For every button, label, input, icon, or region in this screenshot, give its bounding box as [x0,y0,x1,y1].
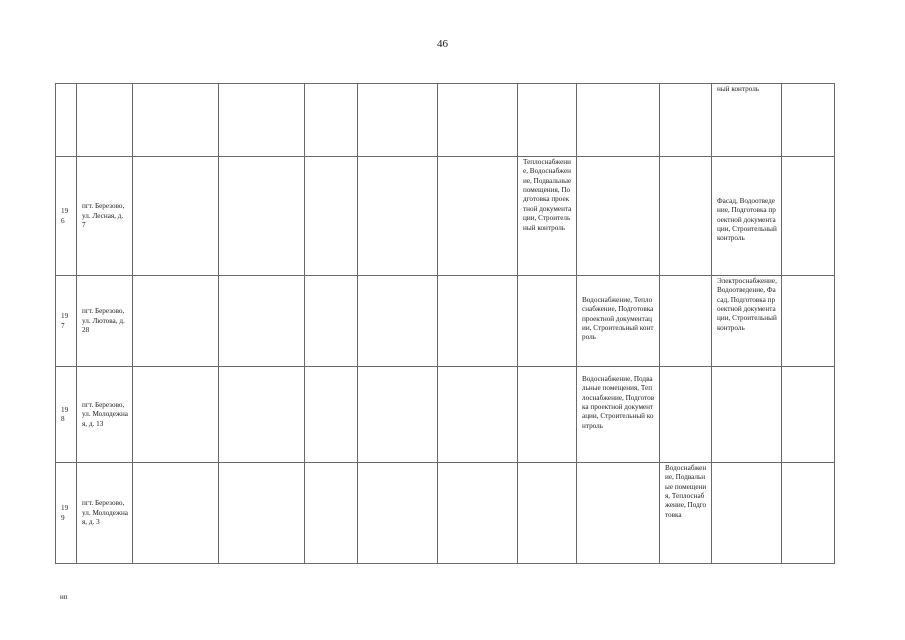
table-row [56,84,835,157]
work-types-cell: Водоснабжение, Подвальные помещения, Теплоснабжение, Подготовка [660,463,712,564]
row-number-cell: 19 6 [56,157,77,276]
work-types-cell: Теплоснабжение, Водоснабжение, Подвальные помещения, Подготовка проектной документации, Строительный контроль [518,157,577,276]
empty-cell [219,84,305,157]
empty-cell [133,157,219,276]
empty-cell [782,276,835,367]
empty-cell [438,84,518,157]
work-types-cell [518,463,577,564]
empty-cell [133,367,219,463]
work-types-cell [712,463,782,564]
row-number-cell: 19 7 [56,276,77,367]
empty-cell [219,463,305,564]
empty-cell [438,276,518,367]
register-table [55,83,835,564]
empty-cell [219,157,305,276]
empty-cell [782,84,835,157]
work-types-cell: Водоснабжение, Подвальные помещения, Теплоснабжение, Подготовка проектной документации, Строительный контроль [577,367,660,463]
address-cell [77,84,133,157]
empty-cell [782,157,835,276]
empty-cell [305,463,358,564]
work-types-cell [660,157,712,276]
empty-cell [219,367,305,463]
empty-cell [358,367,438,463]
empty-cell [305,276,358,367]
work-types-cell: Фасад, Водоотведение, Подготовка проектной документации, Строительный контроль [712,157,782,276]
empty-cell [438,367,518,463]
row-number-cell: 19 9 [56,463,77,564]
empty-cell [133,276,219,367]
address-cell: пгт. Березово, ул. Молодежная, д. 3 [77,463,133,564]
empty-cell [782,367,835,463]
work-types-cell [518,367,577,463]
empty-cell [219,276,305,367]
work-types-cell [660,84,712,157]
empty-cell [358,276,438,367]
table-row [56,276,835,367]
work-types-cell [660,276,712,367]
empty-cell [438,463,518,564]
address-cell: пгт. Березово, ул. Молодежная, д. 13 [77,367,133,463]
work-types-cell: Водоснабжение, Теплоснабжение, Подготовка проектной документации, Строительный контроль [577,276,660,367]
table-row [56,367,835,463]
empty-cell [133,463,219,564]
work-types-cell: ный контроль [712,84,782,157]
work-types-cell [518,276,577,367]
empty-cell [358,463,438,564]
empty-cell [305,84,358,157]
address-cell: пгт. Березово, ул. Лютова, д. 28 [77,276,133,367]
empty-cell [438,157,518,276]
empty-cell [305,157,358,276]
table-row [56,157,835,276]
empty-cell [782,463,835,564]
footer-mark: нп [60,593,68,601]
empty-cell [358,157,438,276]
work-types-cell: Электроснабжение, Водоотведение, Фасад, Подготовка проектной документации, Строительный контроль [712,276,782,367]
row-number-cell: 19 8 [56,367,77,463]
work-types-cell [660,367,712,463]
page-number: 46 [437,38,448,50]
table-row [56,463,835,564]
work-types-cell [518,84,577,157]
empty-cell [358,84,438,157]
empty-cell [133,84,219,157]
work-types-cell [577,157,660,276]
work-types-cell [712,367,782,463]
work-types-cell [577,84,660,157]
work-types-cell [577,463,660,564]
empty-cell [305,367,358,463]
address-cell: пгт. Березово, ул. Лесная, д. 7 [77,157,133,276]
row-number-cell [56,84,77,157]
